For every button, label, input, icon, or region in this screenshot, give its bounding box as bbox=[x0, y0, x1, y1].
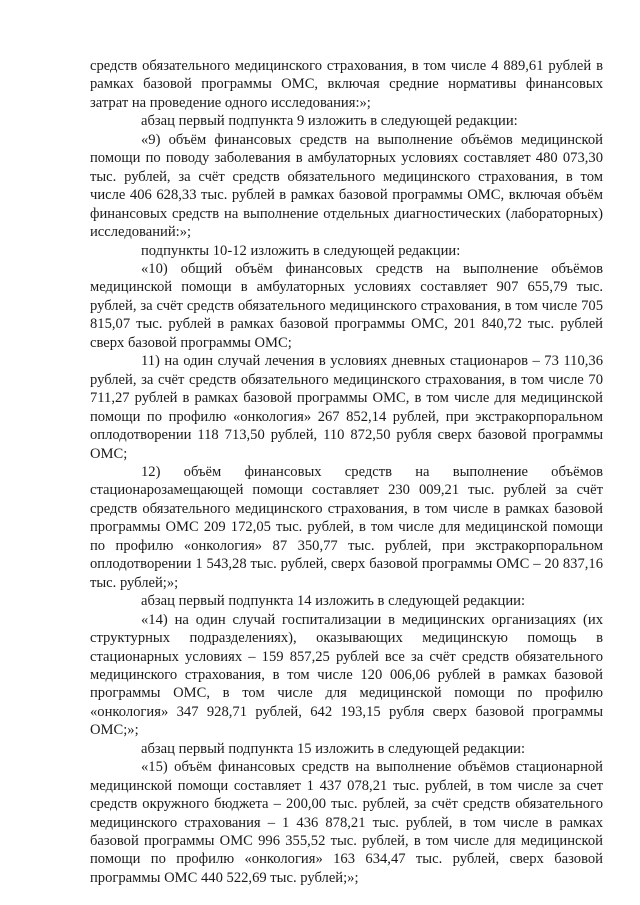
paragraph-item-10: «10) общий объём финансовых средств на выполнение объёмов медицинской помощи в амбулаторных условиях составляет 907 655,79 тыс. рублей, за счёт средств обязательного медицинского страхования, в том числе 705 815,07 тыс. рублей в рамках базовой программы ОМС, 201 840,72 тыс. рублей сверх базовой программы ОМС; bbox=[90, 260, 603, 351]
paragraph-continuation: средств обязательного медицинского страхования, в том числе 4 889,61 рублей в рамках базовой программы ОМС, включая средние нормативы финансовых затрат на проведение одного исследования:»; bbox=[90, 58, 603, 111]
paragraph-item-9: «9) объём финансовых средств на выполнение объёмов медицинской помощи по поводу заболевания в амбулаторных условиях составляет 480 073,30 тыс. рублей, за счёт средств обязательного медицинского страхования, в том числе 406 628,33 тыс. рублей в рамках базовой программы ОМС, включая объём финансовых средств на выполнение отдельных диагностических (лабораторных) исследований:»; bbox=[90, 131, 603, 241]
paragraph-item-14: «14) на один случай госпитализации в медицинских организациях (их структурных подразделениях), оказывающих медицинскую помощь в стационарных условиях – 159 857,25 рублей все за счёт средств обязательного медицинского страхования, в том числе 120 006,06 рублей в рамках базовой программы ОМС, в том числе для медицинской помощи по профилю «онкология» 347 928,71 рублей, 642 193,15 рубля сверх базовой программы ОМС;»; bbox=[90, 611, 603, 739]
paragraph-amendment-14-intro: абзац первый подпункта 14 изложить в следующей редакции: bbox=[141, 593, 525, 610]
paragraph-amendment-9-intro: абзац первый подпункта 9 изложить в следующей редакции: bbox=[141, 113, 518, 130]
paragraph-item-15: «15) объём финансовых средств на выполнение объёмов стационарной медицинской помощи составляет 1 437 078,21 тыс. рублей, в том числе за счет средств окружного бюджета – 200,00 тыс. рублей, за счёт средств обязательного медицинского страхования – 1 436 878,21 тыс. рублей, в том числе в рамках базовой программы ОМС 996 355,52 тыс. рублей, в том числе для медицинской помощи по профилю «онкология» 163 634,47 тыс. рублей, сверх базовой программы ОМС 440 522,69 тыс. рублей;»; bbox=[90, 759, 603, 886]
paragraph-item-11: 11) на один случай лечения в условиях дневных стационаров – 73 110,36 рублей, за счёт средств обязательного медицинского страхования, в том числе 70 711,27 рублей в рамках базовой программы ОМС, в том числе для медицинской помощи по профилю «онкология» 267 852,14 рублей, при экстракорпоральном оплодотворении 118 713,50 рублей, 110 872,50 рубля сверх базовой программы ОМС; bbox=[90, 353, 603, 462]
paragraph-amendment-10-12-intro: подпункты 10-12 изложить в следующей редакции: bbox=[141, 242, 461, 259]
document-body bbox=[90, 57, 603, 887]
paragraph-item-12: 12) объём финансовых средств на выполнение объёмов стационарозамещающей помощи составляет 230 009,21 тыс. рублей за счёт средств обязательного медицинского страхования, в том числе в рамках базовой программы ОМС 209 172,05 тыс. рублей, в том числе для медицинской помощи по профилю «онкология» 87 350,77 тыс. рублей, при экстракорпоральном оплодотворении 1 543,28 тыс. рублей, сверх базовой программы ОМС – 20 837,16 тыс. рублей;»; bbox=[90, 463, 603, 591]
paragraph-amendment-15-intro: абзац первый подпункта 15 изложить в следующей редакции: bbox=[141, 740, 525, 757]
